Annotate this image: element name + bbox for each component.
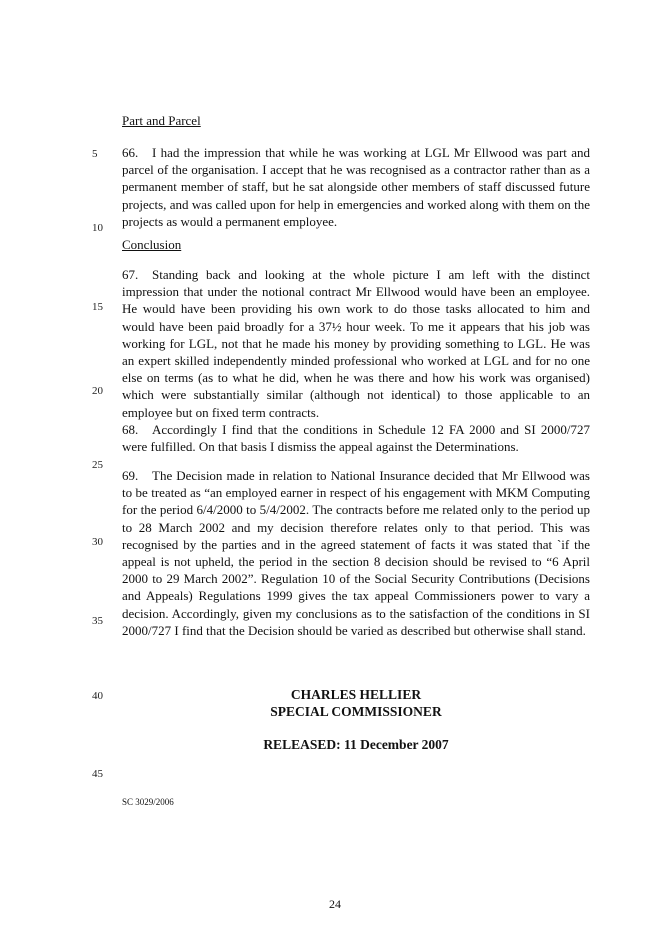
heading-conclusion: Conclusion (122, 237, 182, 252)
paragraph-text: Accordingly I find that the conditions in Schedule 12 FA 2000 and SI 2000/727 were fulfilled. On that basis I dismiss the appeal against the Determinations. (122, 422, 590, 455)
paragraph-number: 68. (122, 422, 139, 437)
line-number: 30 (92, 536, 103, 548)
line-number: 10 (92, 222, 103, 234)
paragraph-text: The Decision made in relation to National Insurance decided that Mr Ellwood was to be treated as “an employed earner in respect of his engagement with MKM Computing for the period 6/4/2000 to 5/4/2002. The contracts before me related only to the period up to 28 March 2002 and my decision therefore relates only to that period. This was recognised by the parties and in the agreed statement of facts it was stated that `if the appeal is not upheld, the period in the section 8 decision should be revised to “6 April 2000 to 29 March 2002”. Regulation 10 of the Social Security Contributions (Decisions and Appeals) Regulations 1999 gives the tax appeal Commissioners power to vary a decision. Accordingly, given my conclusions as to the satisfaction of the conditions in SI 2000/727 I find that the Decision should be varied as described but otherwise shall stand. (122, 468, 590, 638)
paragraph-text: I had the impression that while he was working at LGL Mr Ellwood was part and parcel of the organisation. I accept that he was recognised as a contractor rather than as a permanent member of staff, but he sat alongside other members of staff discussed future projects, and was called upon for help in emergencies and worked along with them on the projects as would a permanent employee. (122, 145, 590, 229)
line-number: 45 (92, 768, 103, 780)
line-number: 25 (92, 459, 103, 471)
paragraph-number: 67. (122, 267, 139, 282)
heading-part-and-parcel: Part and Parcel (122, 113, 201, 128)
line-number: 20 (92, 385, 103, 397)
paragraph-text: Standing back and looking at the whole picture I am left with the distinct impression that under the notional contract Mr Ellwood would have been an employee. He would have been providing his own work to do those tasks allocated to him and would have been paid broadly for a 37½ hour week. To me it appears that his job was working for LGL, not that he made his money by providing something to LGL. He was an expert skilled independently minded professional who worked at LGL and for no one else on terms (as to what he did, when he was there and how his work was organised) which were substantially similar (although not identical) to those applicable to an employee but on fixed term contracts. (122, 267, 590, 420)
paragraph-69 (122, 467, 590, 639)
paragraph-66 (122, 144, 590, 230)
case-reference: SC 3029/2006 (122, 797, 174, 807)
signatory-title: SPECIAL COMMISSIONER (270, 704, 442, 719)
release-date: RELEASED: 11 December 2007 (263, 737, 449, 752)
page-number: 24 (329, 897, 341, 911)
line-number: 5 (92, 148, 98, 160)
paragraph-68 (122, 421, 590, 455)
paragraph-number: 66. (122, 145, 139, 160)
line-number: 40 (92, 690, 103, 702)
paragraph-67 (122, 266, 590, 421)
line-number: 15 (92, 301, 103, 313)
paragraph-number: 69. (122, 468, 139, 483)
signatory-name: CHARLES HELLIER (290, 687, 422, 702)
line-number: 35 (92, 615, 103, 627)
